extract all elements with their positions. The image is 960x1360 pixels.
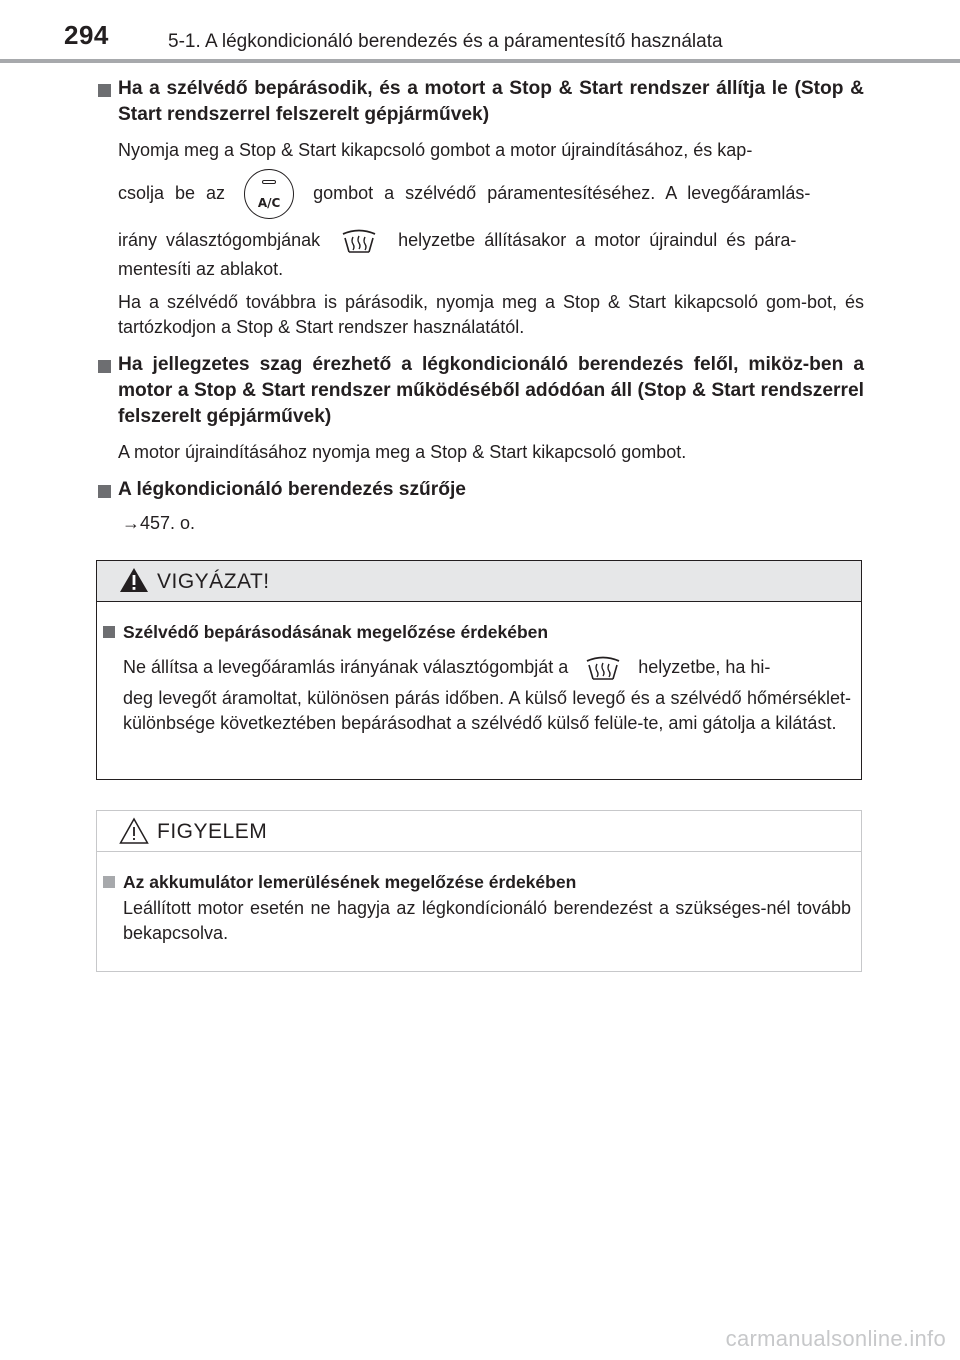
page-header xyxy=(0,0,960,62)
notice-box xyxy=(96,810,862,972)
section-1-text-line-4: mentesíti az ablakot. xyxy=(118,259,284,279)
notice-text: Leállított motor esetén ne hagyja az légkondícionáló berendezést a szükséges-nél tovább bekapcsolva. xyxy=(123,898,851,943)
caution-header xyxy=(97,561,861,602)
caution-text-line-1: Ne állítsa a levegőáramlás irányának választógombját a helyzetbe, ha hi- xyxy=(123,652,851,684)
caution-text-body: deg levegőt áramoltat, különösen párás időben. A külső levegő és a szélvédő hőmérséklet-különbsége következtében bepárásodhat a szélvédő külső felüle-te, ami gátolja a kilátást. xyxy=(123,688,851,733)
main-content xyxy=(96,76,864,536)
section-1-heading: Ha a szélvédő bepárásodik, és a motort a Stop & Start rendszer állítja le (Stop & Start rendszerrel felszerelt gépjárművek) xyxy=(96,76,864,128)
notice-header xyxy=(97,811,861,852)
notice-subheading: Az akkumulátor lemerülésének megelőzése érdekében xyxy=(103,870,855,894)
caution-subheading: Szélvédő bepárásodásának megelőzése érdekében xyxy=(103,620,855,644)
square-bullet-icon xyxy=(103,876,115,888)
chapter-title: 5-1. A légkondicionáló berendezés és a páramentesítő használata xyxy=(168,31,723,52)
caution-box xyxy=(96,560,862,780)
section-1-text-line-1: Nyomja meg a Stop & Start kikapcsoló gombot a motor újraindításához, és kap- xyxy=(118,140,753,160)
square-bullet-icon xyxy=(98,84,111,97)
caution-title: VIGYÁZAT! xyxy=(157,570,270,593)
square-bullet-icon xyxy=(98,485,111,498)
section-2-text: A motor újraindításához nyomja meg a Stop & Start kikapcsoló gombot. xyxy=(118,442,687,462)
windshield-defroster-icon xyxy=(339,225,379,257)
ac-button-label: A/C xyxy=(257,196,281,210)
square-bullet-icon xyxy=(98,360,111,373)
warning-triangle-icon xyxy=(119,567,149,593)
section-1-text-line-2: csolja be az A/C gombot a szélvédő páramentesítéséhez. A levegőáramlás- xyxy=(118,169,864,219)
square-bullet-icon xyxy=(103,626,115,638)
warning-triangle-outline-icon xyxy=(119,817,149,845)
windshield-defroster-icon xyxy=(583,652,623,684)
section-3-heading: A légkondicionáló berendezés szűrője xyxy=(96,477,864,503)
section-2-heading: Ha jellegzetes szag érezhető a légkondicionáló berendezés felől, miköz-ben a motor a Stop & Start rendszer működéséből adódóan áll (Stop & Start rendszerrel felszerelt gépjárművek) xyxy=(96,352,864,430)
section-1-text-2: Ha a szélvédő továbbra is párásodik, nyomja meg a Stop & Start kikapcsoló gom-bot, és tartózkodjon a Stop & Start rendszer használatától. xyxy=(118,292,864,337)
header-rule xyxy=(0,59,960,63)
page-number: 294 xyxy=(64,20,109,50)
ac-button-icon xyxy=(244,169,294,219)
section-3-page-reference: →457. o. xyxy=(122,513,196,533)
watermark: carmanualsonline.info xyxy=(725,1326,946,1351)
section-1-text-line-3: irány választógombjának helyzetbe állításakor a motor újraindul és pára- xyxy=(118,225,864,257)
notice-title: FIGYELEM xyxy=(157,820,268,843)
